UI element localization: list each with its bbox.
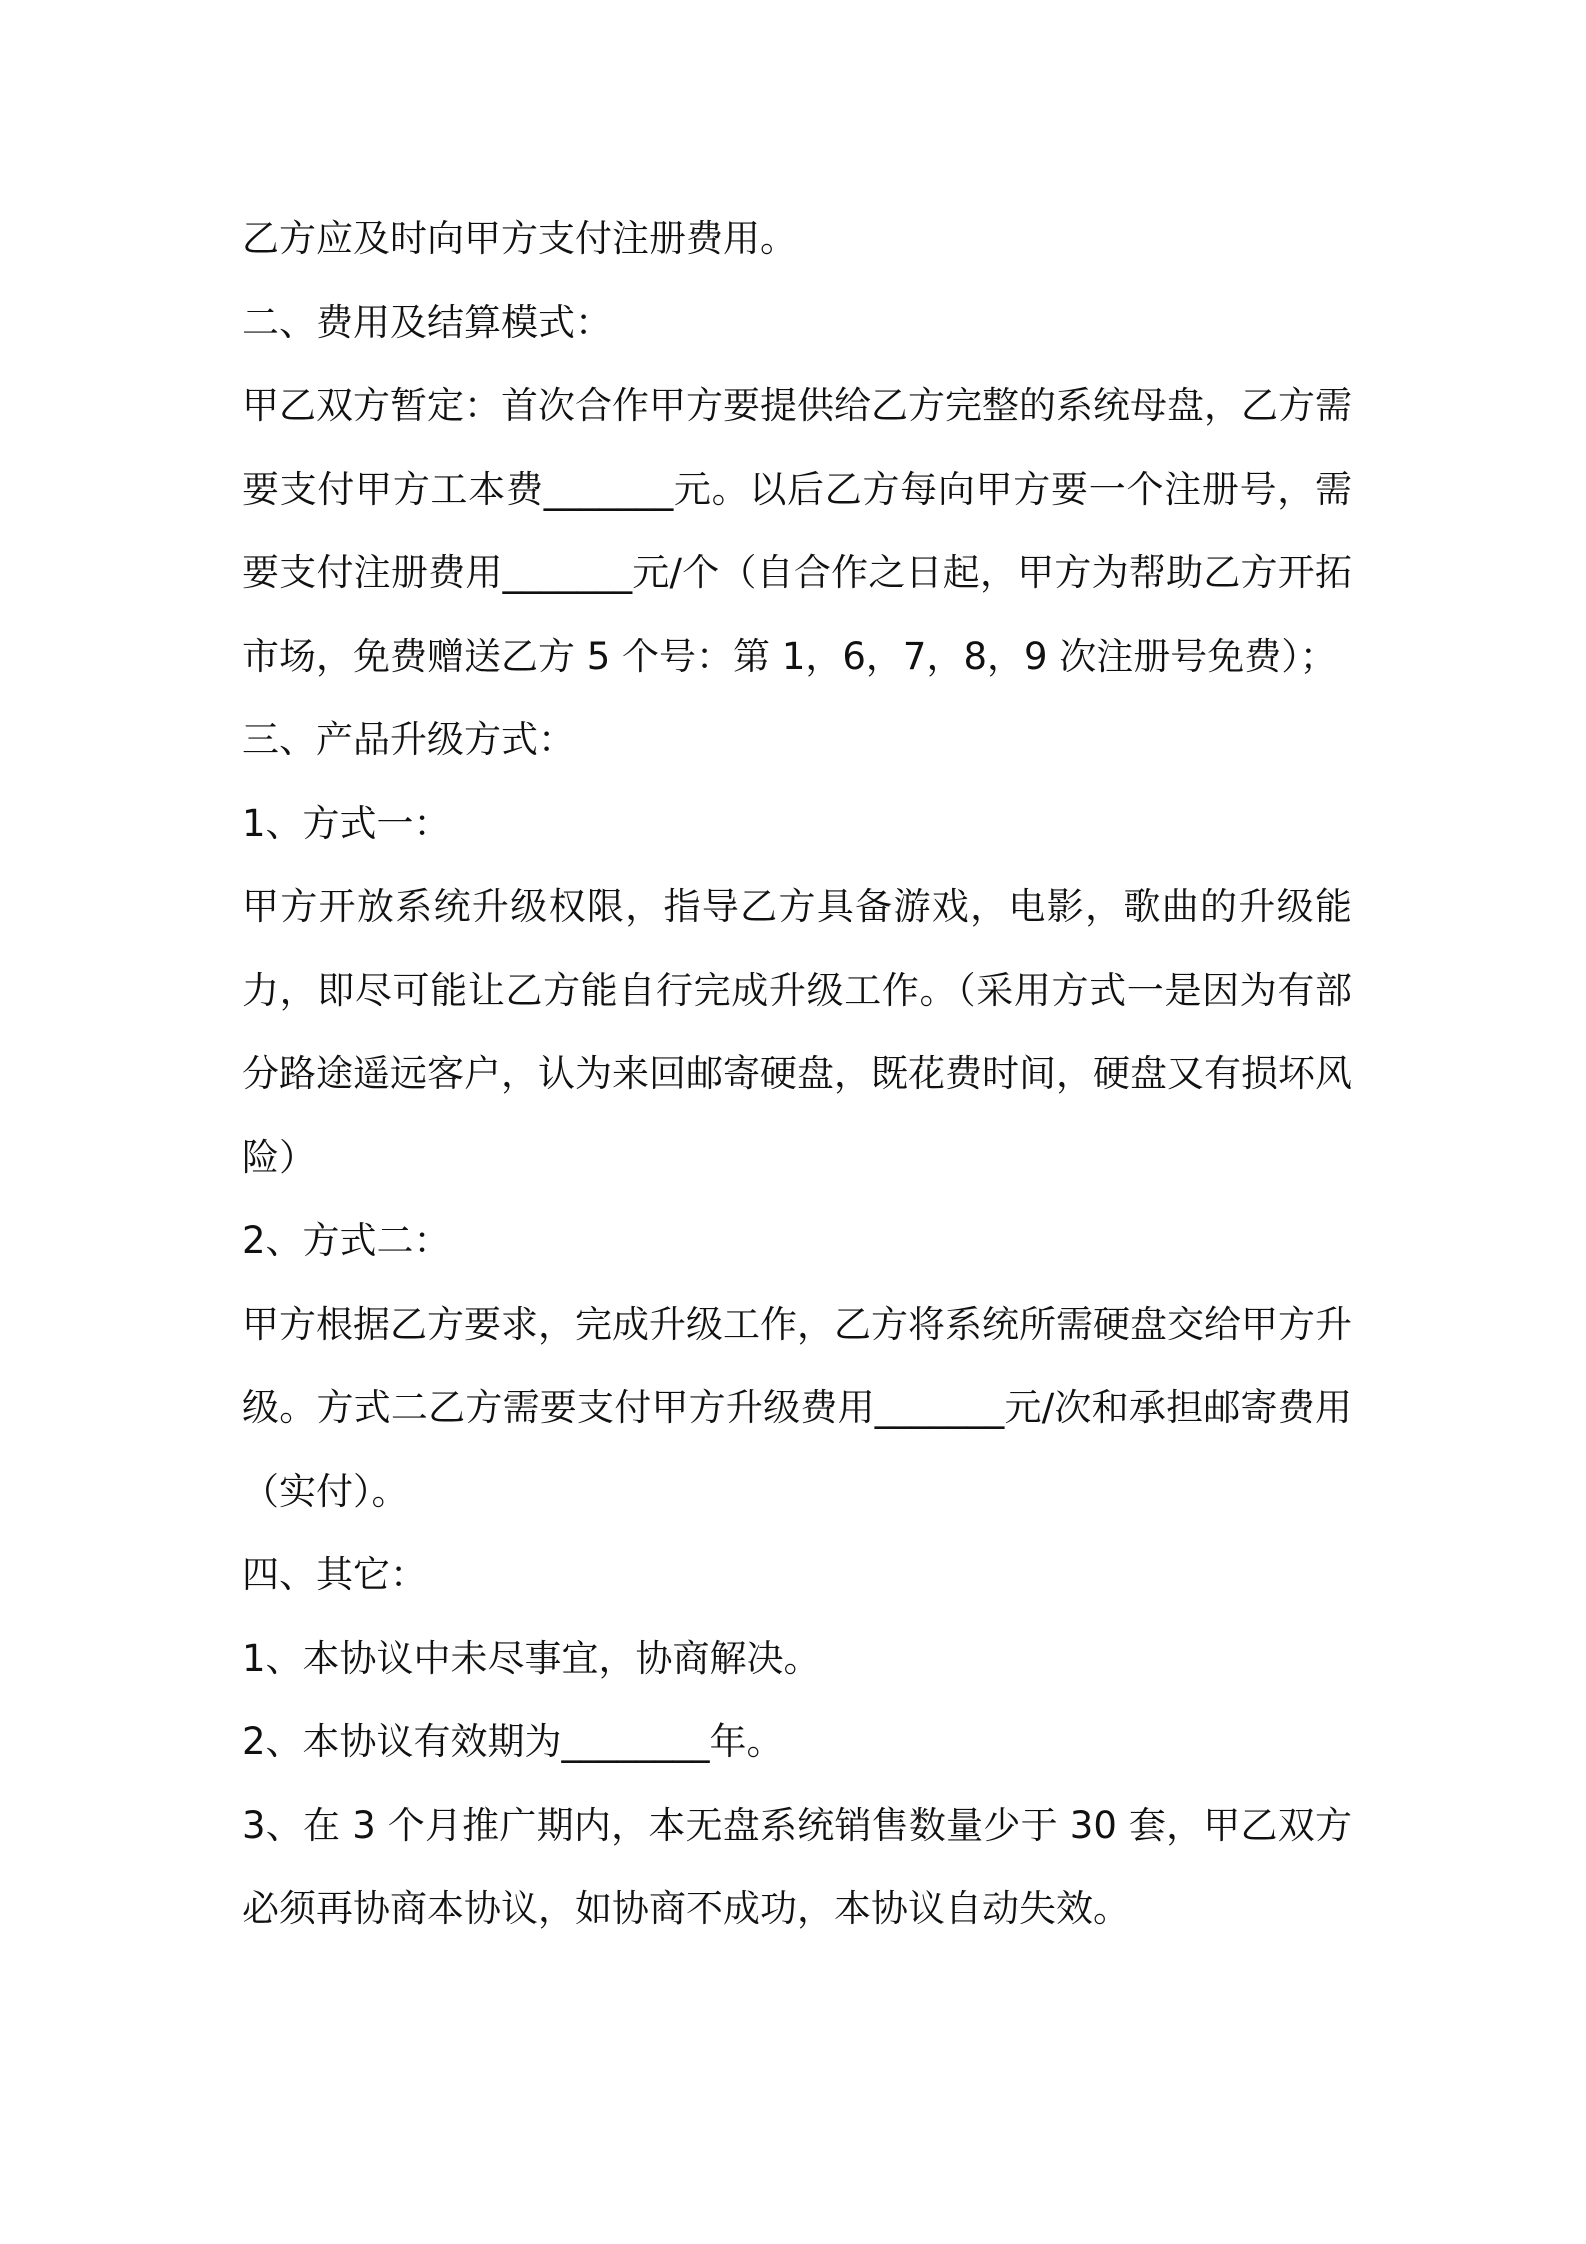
subheading-method-two: 2、方式二： <box>242 1219 451 1262</box>
heading-other: 四、其它： <box>242 1553 427 1596</box>
paragraph-payment-note: 乙方应及时向甲方支付注册费用。 <box>242 217 797 260</box>
clause-other-1: 1、本协议中未尽事宜，协商解决。 <box>242 1636 821 1680</box>
clause-other-3: 3、在 3 个月推广期内，本无盘系统销售数量少于 30 套，甲乙双方必须再协商本协议，如协商不成功，本协议自动失效。 <box>242 1803 1352 1930</box>
heading-fees-settlement: 二、费用及结算模式： <box>242 300 612 344</box>
paragraph-method-one: 甲方开放系统升级权限，指导乙方具备游戏，电影，歌曲的升级能力，即尽可能让乙方能自行完成升级工作。（采用方式一是因为有部分路途遥远客户，认为来回邮寄硬盘，既花费时间，硬盘又有损坏风险） <box>242 885 1352 1179</box>
subheading-method-one: 1、方式一： <box>242 801 451 845</box>
heading-upgrade-methods: 三、产品升级方式： <box>242 718 575 761</box>
paragraph-method-two: 甲方根据乙方要求，完成升级工作，乙方将系统所需硬盘交给甲方升级。方式二乙方需要支付甲方升级费用_______元/次和承担邮寄费用（实付）。 <box>242 1302 1352 1513</box>
document-body <box>242 197 1352 1951</box>
paragraph-fees-terms: 甲乙双方暂定：首次合作甲方要提供给乙方完整的系统母盘，乙方需要支付甲方工本费_______元。以后乙方每向甲方要一个注册号，需要支付注册费用_______元/个（自合作之日起，甲方为帮助乙方开拓市场，免费赠送乙方 5 个号：第 1，6，7，8，9 次注册号免费）； <box>242 384 1352 678</box>
clause-other-2: 2、本协议有效期为________年。 <box>242 1720 784 1763</box>
